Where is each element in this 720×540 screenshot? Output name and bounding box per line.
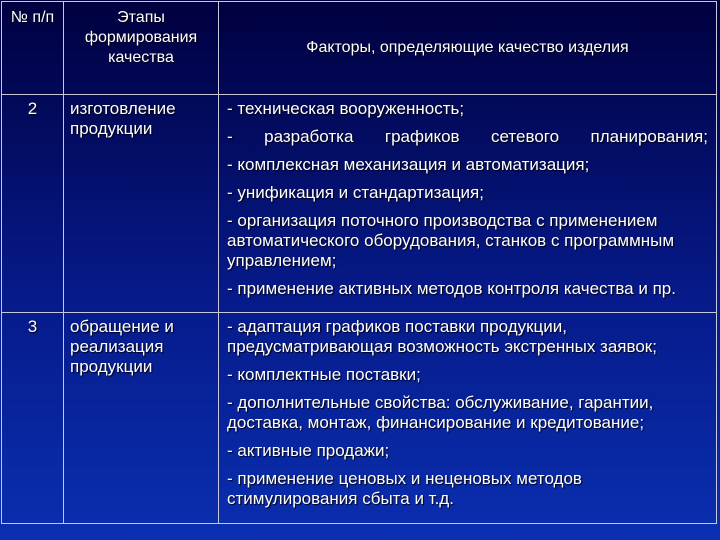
factor-item: - адаптация графиков поставки продукции, предусматривающая возможность экстренных заявок; xyxy=(227,317,657,356)
factor-item: - применение ценовых и неценовых методов стимулирования сбыта и т.д. xyxy=(227,469,582,508)
header-stage: Этапы формирования качества xyxy=(64,2,219,95)
factor-item: - организация поточного производства с применением автоматического оборудования, станков с программным управлением; xyxy=(227,211,675,270)
factor-item: - применение активных методов контроля качества и пр. xyxy=(227,279,676,298)
table-row xyxy=(2,95,717,313)
factor-item: - разработка графиков сетевого планирования; xyxy=(227,127,708,146)
factor-item: - комплексная механизация и автоматизация; xyxy=(227,155,590,174)
row-num: 3 xyxy=(2,313,64,524)
header-factors: Факторы, определяющие качество изделия xyxy=(219,2,717,95)
factor-item: - комплектные поставки; xyxy=(227,365,421,384)
row-stage: обращение и реализация продукции xyxy=(64,313,219,524)
table-header-row xyxy=(2,2,717,95)
row-factors xyxy=(219,95,717,313)
row-stage: изготовление продукции xyxy=(64,95,219,313)
factor-item: - техническая вооруженность; xyxy=(227,99,465,118)
factor-item: - дополнительные свойства: обслуживание, гарантии, доставка, монтаж, финансирование и кредитование; xyxy=(227,393,654,432)
table-row xyxy=(2,313,717,524)
row-factors xyxy=(219,313,717,524)
quality-factors-table xyxy=(1,1,717,524)
factor-item: - активные продажи; xyxy=(227,441,390,460)
factor-item: - унификация и стандартизация; xyxy=(227,183,484,202)
header-num: № п/п xyxy=(2,2,64,95)
row-num: 2 xyxy=(2,95,64,313)
